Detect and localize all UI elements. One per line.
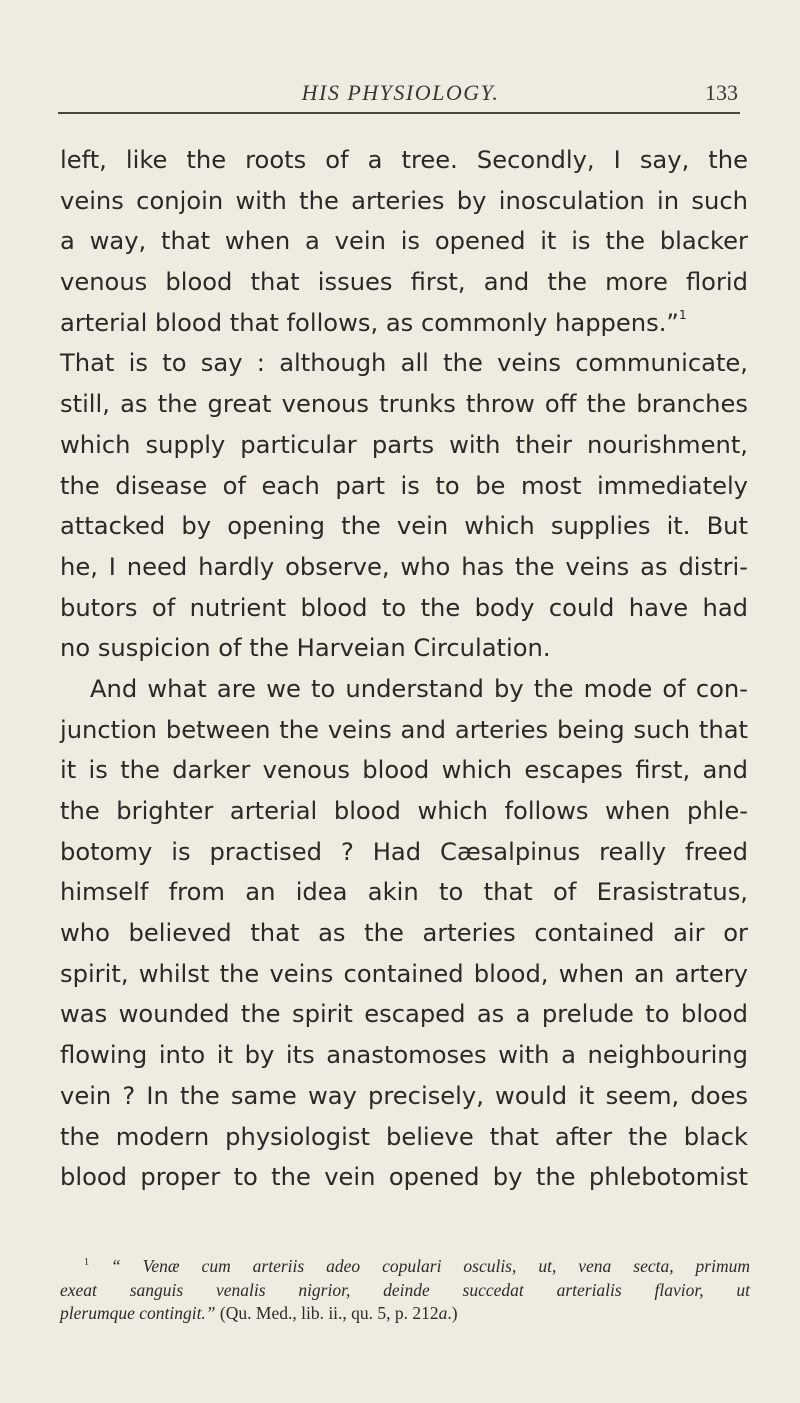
text-line: venous blood that issues first, and the more florid [60,268,748,297]
text-line: he, I need hardly observe, who has the veins as distri- [60,552,748,581]
text-line: veins conjoin with the arteries by inosculation in such [60,186,748,215]
text-line: arterial blood that follows, as commonly happens.” [60,308,679,337]
text-line: no suspicion of the Harveian Circulation. [60,634,551,663]
body-text [60,140,748,1198]
text-line: spirit, whilst the veins contained blood, when an artery [60,959,748,988]
text-line-with-footnote [60,303,748,344]
footnote-mark: 1 [84,1257,89,1268]
text-line: blood proper to the vein opened by the phlebotomist [60,1163,748,1192]
footnote-quote-end: plerumque contingit.” [60,1303,216,1323]
text-line: flowing into it by its anastomoses with a neighbouring [60,1041,748,1070]
paragraph-first-line: And what are we to understand by the mode of con- [90,674,748,703]
text-line: a way, that when a vein is opened it is the blacker [60,227,748,256]
footnote-reference: 1 [678,307,687,322]
text-line: botomy is practised ? Had Cæsalpinus really freed [60,837,748,866]
text-line: still, as the great venous trunks throw off the branches [60,390,748,419]
text-line: the brighter arterial blood which follows when phle- [60,797,748,825]
text-line: which supply particular parts with their nourishment, [60,430,748,459]
footnote-line [60,1255,750,1279]
page-number: 133 [705,80,738,105]
text-line: the disease of each part is to be most immediately [60,471,748,500]
footnote [60,1255,750,1326]
text-line: it is the darker venous blood which escapes first, and [60,756,748,785]
text-line: left, like the roots of a tree. Secondly, I say, the [60,146,748,174]
text-line: junction between the veins and arteries being such that [60,715,748,744]
footnote-line [60,1302,750,1326]
text-line: who believed that as the arteries contained air or [60,919,748,948]
footnote-citation: (Qu. Med., lib. ii., qu. 5, p. 212 [215,1303,439,1323]
text-line: vein ? In the same way precisely, would it seem, does [60,1081,748,1110]
running-title: HIS PHYSIOLOGY. [301,80,500,105]
text-line: the modern physiologist believe that after the black [60,1122,748,1151]
footnote-citation-close: .) [447,1303,458,1323]
footnote-citation-suffix: a [438,1303,448,1323]
footnote-line: exeat sanguis venalis nigrior, deinde succedat arterialis flavior, ut [60,1279,750,1300]
footnote-quote: “ Venæ cum arteriis adeo copulari osculis, ut, vena secta, primum [110,1256,750,1276]
text-line: himself from an idea akin to that of Erasistratus, [60,878,748,907]
header-rule [58,112,740,114]
text-line: butors of nutrient blood to the body could have had [60,593,748,622]
text-line: That is to say : although all the veins communicate, [60,349,748,378]
text-line: attacked by opening the vein which supplies it. But [60,512,748,541]
text-line: was wounded the spirit escaped as a prelude to blood [60,1000,748,1029]
running-head [58,80,798,110]
